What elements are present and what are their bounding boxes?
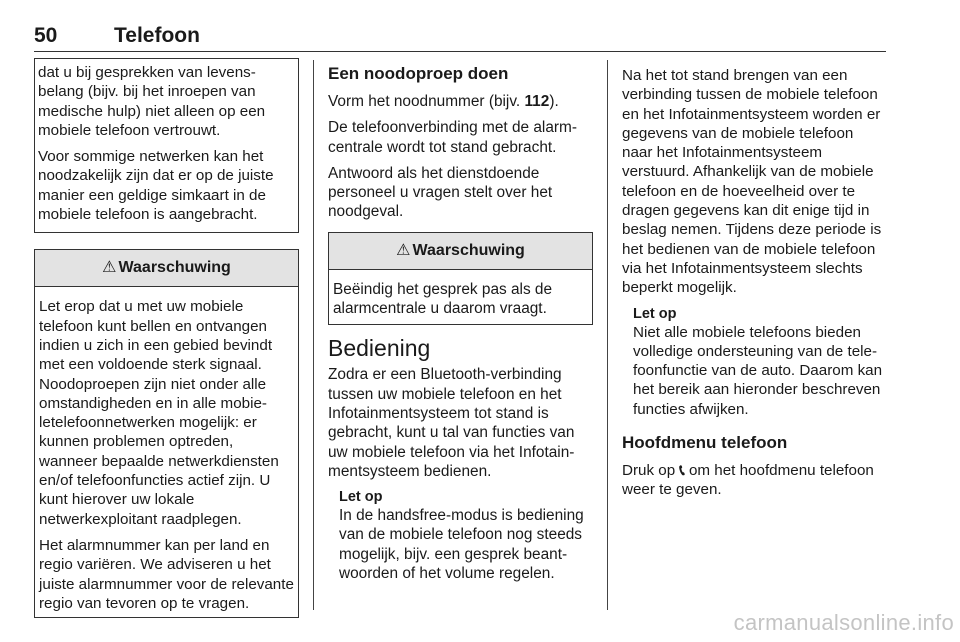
dial-text-pre: Vorm het noodnummer (bijv. bbox=[328, 93, 525, 110]
phone-icon: 📞︎ bbox=[679, 462, 685, 480]
warning-text: Beëindig het gesprek pas als de alarmcentrale u daarom vraagt. bbox=[333, 280, 553, 318]
continued-box bbox=[34, 58, 299, 233]
paragraph-data-transfer: Na het tot stand brengen van een verbinding tussen de mobiele telefoon en het Infotainmentsysteem worden er gegevens van de mobiele telefoon naar het Infotainmentsysteem verstuurd. Afhankelijk van de mobiele telefoon en de hoeveelheid over te dragen gegevens kan dit enige tijd in beslag nemen. Tijdens deze periode is het bedienen van de mobiele telefoon via het Infotainmentsysteem slechts beperkt mogelijk. bbox=[622, 67, 882, 297]
section-heading-operation: Bediening bbox=[328, 335, 431, 362]
warning-paragraph-2: Het alarmnummer kan per land en regio variëren. We adviseren u het juiste alarmnummer voor de relevante regio van tevoren op te vragen. bbox=[39, 536, 294, 612]
dial-text-post: ). bbox=[549, 93, 559, 110]
continued-box-body bbox=[35, 59, 298, 232]
warning-header bbox=[35, 250, 298, 287]
warning-body bbox=[35, 287, 298, 617]
note-title: Let op bbox=[633, 305, 677, 322]
press-text-pre: Druk op bbox=[622, 462, 680, 480]
box-paragraph-1: dat u bij gesprekken van levensbelang (bijv. bij het inroepen van medische hulp) niet alleen op een mobiele telefoon vertrouwt. bbox=[38, 64, 266, 139]
warning-body bbox=[329, 270, 592, 325]
section-heading-main-menu: Hoofdmenu telefoon bbox=[622, 433, 788, 453]
page-header bbox=[34, 24, 886, 52]
paragraph-main-menu bbox=[622, 461, 887, 500]
emergency-number: 112 bbox=[524, 93, 550, 110]
paragraph-answer: Antwoord als het dienstdoende personeel u vragen stelt over het noodgeval. bbox=[328, 164, 553, 221]
watermark: carmanualsonline.info bbox=[733, 610, 954, 635]
press-text-post: om het hoofdmenu telefoon weer te geven. bbox=[622, 462, 874, 499]
chapter-title: Telefoon bbox=[114, 24, 200, 47]
column-divider-1 bbox=[313, 60, 314, 610]
note-text: In de handsfree-modus is bediening van de mobiele telefoon nog steeds mogelijk, bijv. een gesprek beantwoorden of het volume regelen. bbox=[339, 507, 584, 583]
note-handsfree bbox=[339, 488, 593, 583]
column-divider-2 bbox=[607, 60, 608, 610]
paragraph-dial bbox=[328, 92, 593, 111]
note-compatibility bbox=[633, 305, 887, 419]
paragraph-bluetooth: Zodra er een Bluetooth-verbinding tussen uw mobiele telefoon en het Infotainmentsysteem tot stand is gebracht, kunt u tal van functies van uw mobiele telefoon via het Infotainmentsysteem bedienen. bbox=[328, 366, 575, 480]
warning-title: Waarschuwing bbox=[118, 259, 231, 277]
section-heading-emergency-call: Een noodoproep doen bbox=[328, 64, 509, 83]
warning-header bbox=[329, 233, 592, 270]
warning-box-1 bbox=[34, 249, 299, 618]
header-rule bbox=[34, 51, 886, 52]
column-3 bbox=[622, 58, 887, 507]
warning-paragraph-1: Let erop dat u met uw mobiele telefoon kunt bellen en ontvangen indien u zich in een gebied bevindt met een voldoende sterk signaal. Noodoproepen zijn niet onder alle omstandigheden en in alle mobieletelefoonnetwerken mogelijk: er kunnen problemen optreden, wanneer bepaalde netwerkdiensten en/of telefoonfuncties actief zijn. U kunt hierover uw lokale netwerkexploitant raadplegen. bbox=[39, 298, 279, 528]
note-title: Let op bbox=[339, 489, 383, 506]
box-paragraph-2: Voor sommige netwerken kan het noodzakelijk zijn dat er op de juiste manier een geldige simkaart in de mobiele telefoon is aangebracht. bbox=[38, 148, 274, 224]
column-2 bbox=[328, 58, 593, 583]
warning-title: Waarschuwing bbox=[412, 241, 525, 259]
warning-triangle-icon: ⚠ bbox=[102, 259, 117, 277]
warning-box-2 bbox=[328, 232, 593, 326]
warning-triangle-icon: ⚠ bbox=[396, 241, 411, 259]
column-1 bbox=[34, 58, 299, 618]
note-text: Niet alle mobiele telefoons bieden volledige ondersteuning van de telefoonfunctie van de auto. Daarom kan het bereik aan hieronder beschreven functies afwijken. bbox=[633, 323, 883, 418]
page-number: 50 bbox=[34, 24, 58, 47]
paragraph-connection: De telefoonverbinding met de alarmcentrale wordt tot stand gebracht. bbox=[328, 119, 577, 156]
